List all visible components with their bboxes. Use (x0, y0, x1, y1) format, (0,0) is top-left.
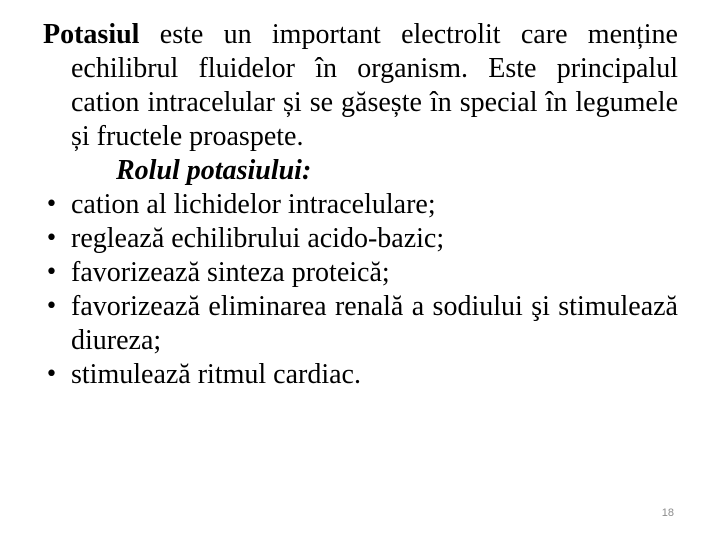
list-item (43, 256, 678, 290)
role-heading: Rolul potasiului: (116, 155, 312, 186)
bullet-icon: • (45, 192, 58, 217)
bullet-icon: • (45, 260, 58, 285)
list-item-text: reglează echilibrului acido-bazic; (71, 223, 445, 254)
list-item (43, 222, 678, 256)
list-item (43, 188, 678, 222)
bullet-icon: • (45, 226, 58, 251)
page-number: 18 (661, 507, 674, 519)
list-item-text: cation al lichidelor intracelulare; (71, 189, 436, 220)
slide-content (43, 18, 678, 392)
role-list (43, 188, 678, 392)
intro-paragraph (43, 18, 678, 154)
intro-text: este un important electrolit care menține echilibrul fluidelor în organism. Este principalul cation intracelular și se găsește în special în legumele și fructele proaspete. (71, 19, 678, 152)
list-item-text: favorizează sinteza proteică; (71, 257, 390, 288)
list-item (43, 290, 678, 358)
bullet-icon: • (45, 362, 58, 387)
bullet-icon: • (45, 294, 58, 319)
list-item-text: favorizează eliminarea renală a sodiului şi stimulează diureza; (71, 291, 678, 356)
list-item (43, 358, 678, 392)
list-item-text: stimulează ritmul cardiac. (71, 359, 361, 390)
intro-lead-term: Potasiul (43, 19, 140, 50)
